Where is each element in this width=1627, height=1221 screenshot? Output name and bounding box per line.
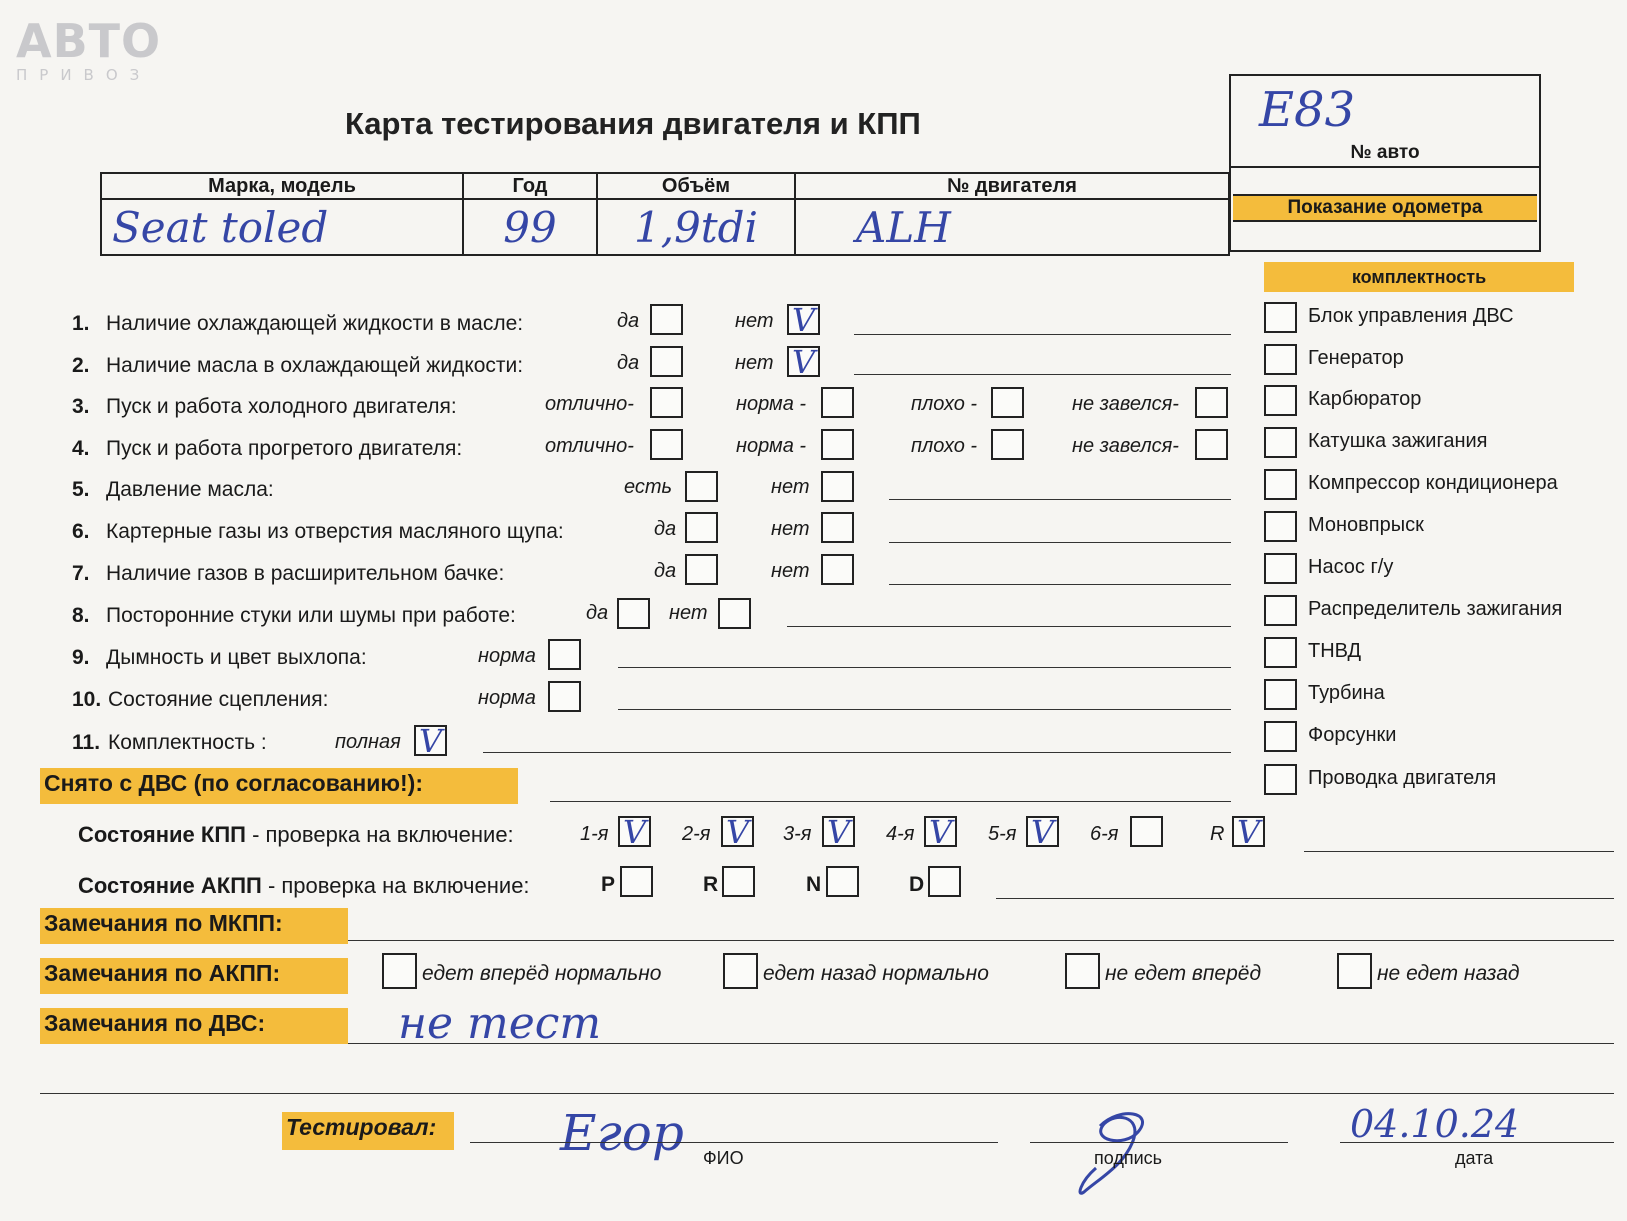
remarks-mkpp-line	[348, 940, 1614, 941]
q11-polnaya-checkbox[interactable]: V	[414, 725, 447, 756]
q10-norma-label: норма	[478, 687, 536, 709]
q5-est-label: есть	[624, 476, 673, 498]
question-text: Картерные газы из отверстия масляного щупа:	[106, 520, 564, 543]
q4-norma-checkbox[interactable]	[821, 429, 854, 460]
date-caption: дата	[1455, 1148, 1494, 1168]
q2-da-checkbox[interactable]	[650, 346, 683, 377]
kpp-gear-label: R	[1210, 823, 1225, 845]
q3-norma-label: норма -	[736, 393, 807, 415]
q9-norma-checkbox[interactable]	[548, 639, 581, 670]
question-text: Наличие охлаждающей жидкости в масле:	[106, 312, 524, 335]
remarks-dvs-line	[348, 1043, 1614, 1044]
komplekt-checkbox[interactable]	[1264, 721, 1297, 752]
question-text: Наличие газов в расширительном бачке:	[106, 562, 505, 585]
q8-da-label: да	[586, 602, 609, 624]
tested-label: Тестировал:	[282, 1112, 454, 1150]
komplekt-item: Турбина	[1308, 682, 1385, 704]
komplekt-item: Насос г/у	[1308, 556, 1394, 578]
q2-da-label: да	[617, 352, 640, 374]
q5-line	[889, 499, 1231, 500]
sign-caption: подпись	[1094, 1148, 1163, 1168]
question-number: 4.	[72, 437, 90, 460]
question-text: Наличие масла в охлаждающей жидкости:	[106, 354, 524, 377]
akpp-mode-checkbox[interactable]	[620, 866, 653, 897]
kpp-label: Состояние КПП	[78, 822, 246, 847]
date-value: 04.10.24	[1350, 1102, 1520, 1146]
remarks-mkpp-label: Замечания по МКПП:	[40, 908, 348, 944]
question-number: 1.	[72, 312, 90, 335]
komplekt-checkbox[interactable]	[1264, 595, 1297, 626]
question-number: 7.	[72, 562, 90, 585]
col-engine-no: № двигателя	[795, 173, 1229, 199]
komplekt-item: Катушка зажигания	[1308, 430, 1488, 452]
kpp-gear-label: 4-я	[886, 823, 915, 845]
q3-otl-checkbox[interactable]	[650, 387, 683, 418]
q4-nezav-label: не завелся-	[1072, 435, 1179, 457]
kpp-gear-checkbox[interactable]: V	[822, 816, 855, 847]
question-number: 5.	[72, 478, 90, 501]
akpp-mode-label: P	[601, 873, 616, 896]
q5-net-checkbox[interactable]	[821, 471, 854, 502]
question-text: Состояние сцепления:	[108, 688, 329, 711]
question-number: 10.	[72, 688, 102, 711]
question-number: 6.	[72, 520, 90, 543]
q9-norma-label: норма	[478, 645, 536, 667]
q6-net-label: нет	[771, 518, 810, 540]
akpp-remark-label: не едет назад	[1377, 962, 1520, 985]
komplekt-checkbox[interactable]	[1264, 511, 1297, 542]
komplekt-checkbox[interactable]	[1264, 637, 1297, 668]
q3-ploho-label: плохо -	[911, 393, 978, 415]
question-text: Давление масла:	[106, 478, 274, 501]
kpp-gear-checkbox[interactable]: V	[1232, 816, 1265, 847]
q1-net-label: нет	[735, 310, 774, 332]
col-make-model: Марка, модель	[101, 173, 463, 199]
akpp-line	[996, 898, 1614, 899]
q4-norma-label: норма -	[736, 435, 807, 457]
komplekt-item: Моновпрыск	[1308, 514, 1424, 536]
col-volume: Объём	[597, 173, 795, 199]
remarks-akpp-label: Замечания по АКПП:	[40, 958, 348, 994]
question-number: 2.	[72, 354, 90, 377]
question-number: 9.	[72, 646, 90, 669]
akpp-mode-checkbox[interactable]	[928, 866, 961, 897]
q11-polnaya-label: полная	[335, 731, 401, 753]
volume-value: 1,9tdi	[597, 199, 795, 255]
q4-otl-label: отлично-	[545, 435, 634, 457]
akpp-rest: - проверка на включение:	[261, 873, 530, 898]
q9-line	[618, 667, 1231, 668]
kpp-gear-label: 5-я	[988, 823, 1017, 845]
q6-net-checkbox[interactable]	[821, 512, 854, 543]
kpp-gear-label: 3-я	[783, 823, 812, 845]
kpp-gear-checkbox[interactable]: V	[924, 816, 957, 847]
question-text: Комплектность :	[108, 731, 267, 754]
q7-net-label: нет	[771, 560, 810, 582]
q6-line	[889, 542, 1231, 543]
snyato-line	[550, 801, 1231, 802]
komplekt-item: Генератор	[1308, 347, 1404, 369]
q2-net-label: нет	[735, 352, 774, 374]
q8-net-checkbox[interactable]	[718, 598, 751, 629]
q2-net-checkbox[interactable]: V	[787, 346, 820, 377]
q8-line	[787, 626, 1231, 627]
akpp-remark-label: не едет вперёд	[1105, 962, 1262, 985]
komplekt-item: Карбюратор	[1308, 388, 1422, 410]
komplekt-item: ТНВД	[1308, 640, 1362, 662]
q3-nezav-checkbox[interactable]	[1195, 387, 1228, 418]
komplekt-item: Распределитель зажигания	[1308, 598, 1563, 620]
date-line	[1340, 1142, 1614, 1143]
q4-nezav-checkbox[interactable]	[1195, 429, 1228, 460]
q6-da-label: да	[654, 518, 677, 540]
akpp-remark-checkbox[interactable]	[1065, 953, 1100, 989]
q3-nezav-label: не завелся-	[1072, 393, 1179, 415]
q3-otl-label: отлично-	[545, 393, 634, 415]
question-number: 8.	[72, 604, 90, 627]
akpp-remark-label: едет вперёд нормально	[422, 962, 662, 985]
q7-net-checkbox[interactable]	[821, 554, 854, 585]
question-number: 3.	[72, 395, 90, 418]
komplekt-checkbox[interactable]	[1264, 385, 1297, 416]
akpp-remark-label: едет назад нормально	[763, 962, 989, 985]
question-text: Дымность и цвет выхлопа:	[106, 646, 367, 669]
akpp-label: Состояние АКПП	[78, 873, 262, 898]
auto-number-box	[1229, 74, 1541, 252]
kpp-gear-label: 2-я	[682, 823, 711, 845]
question-text: Пуск и работа прогретого двигателя:	[106, 437, 463, 460]
kpp-gear-label: 6-я	[1090, 823, 1119, 845]
sign-line	[1030, 1142, 1288, 1143]
q5-net-label: нет	[771, 476, 810, 498]
kpp-gear-checkbox[interactable]: V	[1026, 816, 1059, 847]
question-number: 11.	[72, 731, 101, 754]
komplekt-checkbox[interactable]	[1264, 344, 1297, 375]
kpp-gear-checkbox[interactable]	[1130, 816, 1163, 847]
q10-line	[618, 709, 1231, 710]
komplekt-item: Компрессор кондиционера	[1308, 472, 1558, 494]
year-value: 99	[463, 199, 597, 255]
q3-ploho-checkbox[interactable]	[991, 387, 1024, 418]
col-year: Год	[463, 173, 597, 199]
akpp-remark-checkbox[interactable]	[723, 953, 758, 989]
q7-line	[889, 584, 1231, 585]
akpp-mode-checkbox[interactable]	[722, 866, 755, 897]
q4-ploho-label: плохо -	[911, 435, 978, 457]
akpp-row-label	[78, 873, 530, 899]
kpp-gear-checkbox[interactable]: V	[721, 816, 754, 847]
akpp-mode-label: N	[806, 873, 822, 896]
q2-line	[854, 374, 1231, 375]
logo: АВТО	[16, 14, 162, 68]
akpp-mode-label: D	[909, 873, 925, 896]
komplekt-item: Проводка двигателя	[1308, 767, 1497, 789]
make-model-value: Seat toled	[101, 199, 463, 255]
q1-da-label: да	[617, 310, 640, 332]
komplekt-checkbox[interactable]	[1264, 679, 1297, 710]
q5-est-checkbox[interactable]	[685, 471, 718, 502]
komplekt-checkbox[interactable]	[1264, 553, 1297, 584]
q7-da-label: да	[654, 560, 677, 582]
q6-da-checkbox[interactable]	[685, 512, 718, 543]
remarks-dvs-label: Замечания по ДВС:	[40, 1008, 348, 1044]
q1-net-checkbox[interactable]: V	[787, 304, 820, 335]
auto-number-label: № авто	[1350, 142, 1420, 163]
page-title: Карта тестирования двигателя и КПП	[345, 106, 921, 141]
kpp-line	[1304, 851, 1614, 852]
komplekt-checkbox[interactable]	[1264, 764, 1297, 795]
snyato-label: Снято с ДВС (по согласованию!):	[40, 768, 518, 804]
akpp-remark-checkbox[interactable]	[1337, 953, 1372, 989]
akpp-mode-checkbox[interactable]	[826, 866, 859, 897]
fio-caption: ФИО	[703, 1148, 744, 1168]
kpp-gear-label: 1-я	[580, 823, 609, 845]
remarks-dvs-line-2	[40, 1093, 1614, 1094]
q4-otl-checkbox[interactable]	[650, 429, 683, 460]
vehicle-header-table	[100, 172, 1230, 256]
kpp-row-label	[78, 822, 514, 848]
q1-line	[854, 334, 1231, 335]
remarks-dvs-value: не тест	[398, 998, 602, 1049]
komplekt-item: Блок управления ДВС	[1308, 305, 1514, 327]
q1-da-checkbox[interactable]	[650, 304, 683, 335]
fio-line	[470, 1142, 998, 1143]
tester-fio-value: Егор	[560, 1104, 684, 1162]
q10-norma-checkbox[interactable]	[548, 681, 581, 712]
auto-number-value: E83	[1259, 82, 1356, 138]
engine-no-value: ALH	[795, 199, 1229, 255]
komplekt-checkbox[interactable]	[1264, 302, 1297, 333]
q4-ploho-checkbox[interactable]	[991, 429, 1024, 460]
logo-sub: ПРИВОЗ	[16, 66, 152, 84]
kpp-gear-checkbox[interactable]: V	[618, 816, 651, 847]
akpp-remark-checkbox[interactable]	[382, 953, 417, 989]
q11-line	[483, 752, 1231, 753]
q8-da-checkbox[interactable]	[617, 598, 650, 629]
komplekt-checkbox[interactable]	[1264, 469, 1297, 500]
komplekt-item: Форсунки	[1308, 724, 1397, 746]
q8-net-label: нет	[669, 602, 708, 624]
question-text: Пуск и работа холодного двигателя:	[106, 395, 457, 418]
komplekt-checkbox[interactable]	[1264, 427, 1297, 458]
odometer-label: Показание одометра	[1233, 194, 1537, 222]
question-text: Посторонние стуки или шумы при работе:	[106, 604, 516, 627]
akpp-mode-label: R	[703, 873, 719, 896]
komplekt-title: комплектность	[1264, 262, 1574, 292]
kpp-rest: - проверка на включение:	[245, 822, 514, 847]
q3-norma-checkbox[interactable]	[821, 387, 854, 418]
q7-da-checkbox[interactable]	[685, 554, 718, 585]
